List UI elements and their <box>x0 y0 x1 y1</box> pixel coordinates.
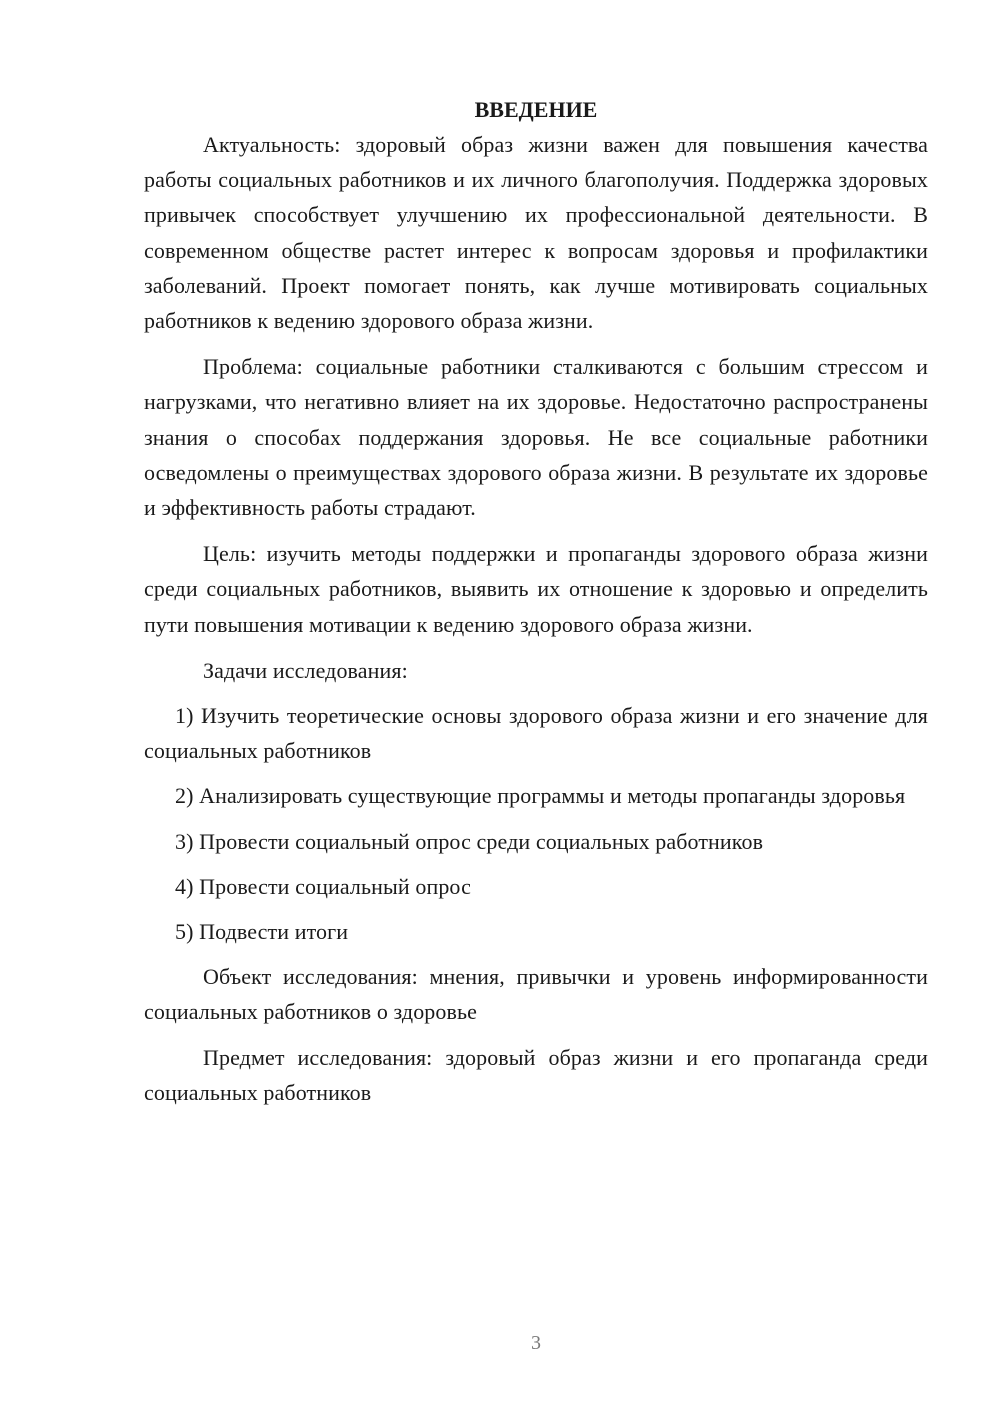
paragraph-subject: Предмет исследования: здоровый образ жизни и его пропаганда среди социальных работников <box>144 1044 928 1105</box>
task-item-3: 3) Провести социальный опрос среди социальных работников <box>175 828 764 854</box>
paragraph-goal: Цель: изучить методы поддержки и пропаганды здорового образа жизни среди социальных работников, выявить их отношение к здоровью и определить пути повышения мотивации к ведению здорового образа жизни. <box>144 541 928 637</box>
page-content <box>144 92 928 1110</box>
task-item-2: 2) Анализировать существующие программы и методы пропаганды здоровья <box>175 783 906 809</box>
paragraph-object: Объект исследования: мнения, привычки и уровень информированности социальных работников о здоровье <box>144 964 928 1025</box>
page-title: ВВЕДЕНИЕ <box>474 97 598 122</box>
paragraph-problem: Проблема: социальные работники сталкиваются с большим стрессом и нагрузками, что негативно влияет на их здоровье. Недостаточно распространены знания о способах поддержания здоровья. Не все социальные работники осведомлены о преимуществах здорового образа жизни. В результате их здоровье и эффективность работы страдают. <box>144 354 928 521</box>
task-item-1: 1) Изучить теоретические основы здорового образа жизни и его значение для социальных работников <box>144 703 928 764</box>
task-item-5: 5) Подвести итоги <box>175 919 349 945</box>
page-number: 3 <box>531 1332 541 1354</box>
task-item-4: 4) Провести социальный опрос <box>175 873 471 899</box>
paragraph-relevance: Актуальность: здоровый образ жизни важен для повышения качества работы социальных работников и их личного благополучия. Поддержка здоровых привычек способствует улучшению их профессиональной деятельности. В современном обществе растет интерес к вопросам здоровья и профилактики заболеваний. Проект помогает понять, как лучше мотивировать социальных работников к ведению здорового образа жизни. <box>144 132 928 334</box>
tasks-heading: Задачи исследования: <box>203 657 408 683</box>
